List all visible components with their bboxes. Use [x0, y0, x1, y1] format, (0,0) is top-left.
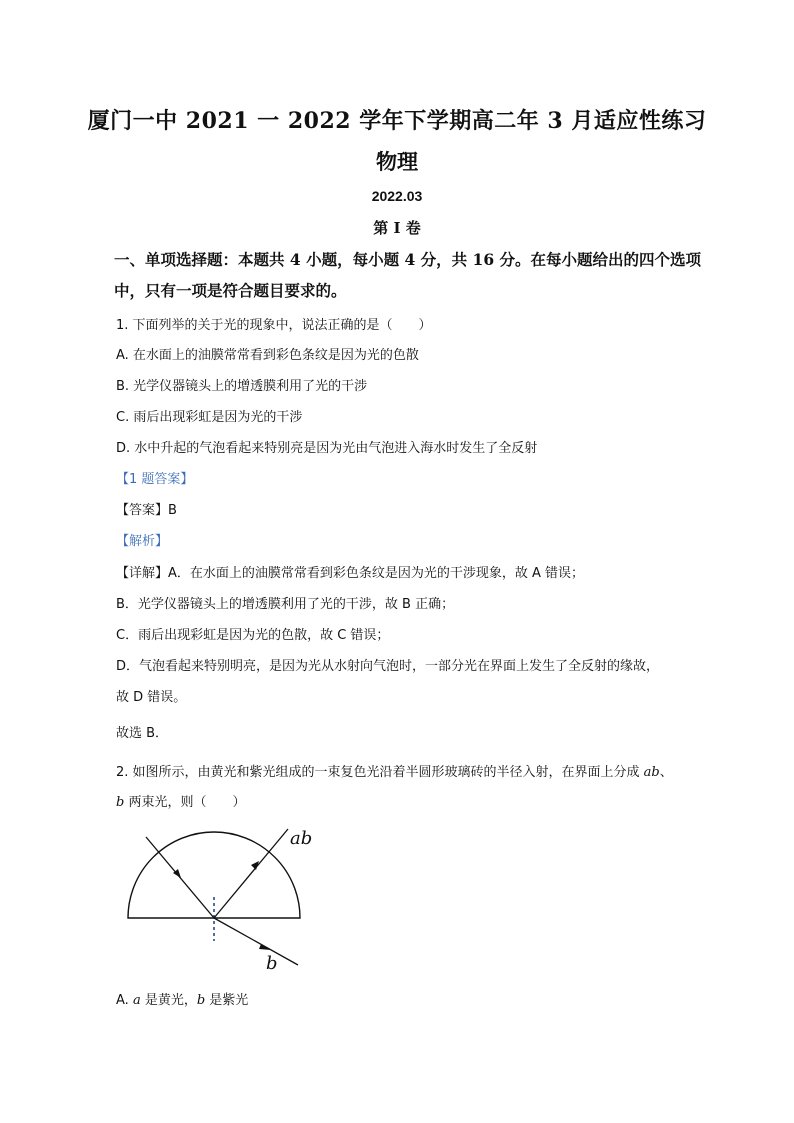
exam-title: 厦门一中 2021 一 2022 学年下学期高二年 3 月适应性练习 [87, 108, 707, 134]
q1-answer: 【答案】B [116, 503, 177, 518]
q1-detail-line-4: D．气泡看起来特别明亮，是因为光从水射向气泡时，一部分光在界面上发生了全反射的缘故， [116, 659, 660, 674]
q2-stem-text: 2. 如图所示，由黄光和紫光组成的一束复色光沿着半圆形玻璃砖的半径入射，在界面上分成 [116, 765, 644, 780]
q2-option-a-mid: 是黄光， [140, 993, 197, 1008]
q1-option-b: B. 光学仪器镜头上的增透膜利用了光的干涉 [116, 379, 368, 394]
q2-stem-line2 [116, 791, 245, 810]
label-ab: ab [290, 828, 313, 849]
label-b: b [266, 953, 278, 974]
q1-detail-line-1: 【详解】A．在水面上的油膜常常看到彩色条纹是因为光的干涉现象，故 A 错误； [116, 566, 585, 581]
section-heading-line1: 一、单项选择题：本题共 4 小题，每小题 4 分，共 16 分。在每小题给出的四个选项 [114, 250, 702, 269]
q1-detail-line-2: B．光学仪器镜头上的增透膜利用了光的干涉，故 B 正确； [116, 597, 455, 612]
refracted-arrow [259, 944, 271, 950]
q2-option-a-prefix: A. [116, 993, 133, 1008]
q2-option-a-a: a [132, 993, 141, 1008]
q2-option-a-end: 是紫光 [205, 993, 249, 1008]
q2-stem-rest: 两束光，则（ ） [124, 795, 246, 810]
refracted-ray-b [214, 918, 298, 965]
q1-option-c: C. 雨后出现彩虹是因为光的干涉 [116, 410, 303, 425]
q2-stem-b: b [116, 795, 125, 810]
incident-ray [146, 837, 214, 918]
semicircle-glass-diagram [120, 815, 320, 975]
subject-title: 物理 [376, 149, 418, 174]
reflected-ray-ab [214, 829, 288, 918]
q1-detail-line-3: C．雨后出现彩虹是因为光的色散，故 C 错误； [116, 628, 390, 643]
q1-conclusion: 故选 B． [116, 726, 169, 741]
q1-answer-tag: 【1 题答案】 [116, 472, 194, 487]
q1-option-d: D. 水中升起的气泡看起来特别亮是因为光由气泡进入海水时发生了全反射 [116, 441, 538, 456]
q2-stem-sep: 、 [659, 765, 673, 780]
volume-label: 第 I 卷 [373, 219, 421, 237]
q1-option-a: A. 在水面上的油膜常常看到彩色条纹是因为光的色散 [116, 348, 419, 363]
exam-date: 2022.03 [371, 188, 423, 204]
q2-option-a [116, 989, 248, 1008]
q1-analysis-tag: 【解析】 [116, 534, 169, 549]
q1-detail-line-5: 故 D 错误。 [116, 690, 187, 705]
q2-stem-line1 [116, 761, 673, 780]
q1-stem: 1. 下面列举的关于光的现象中，说法正确的是（ ） [116, 318, 432, 333]
section-heading-line2: 中，只有一项是符合题目要求的。 [114, 281, 347, 300]
q2-option-a-b: b [196, 993, 206, 1008]
q2-stem-ab: ab [643, 765, 660, 780]
